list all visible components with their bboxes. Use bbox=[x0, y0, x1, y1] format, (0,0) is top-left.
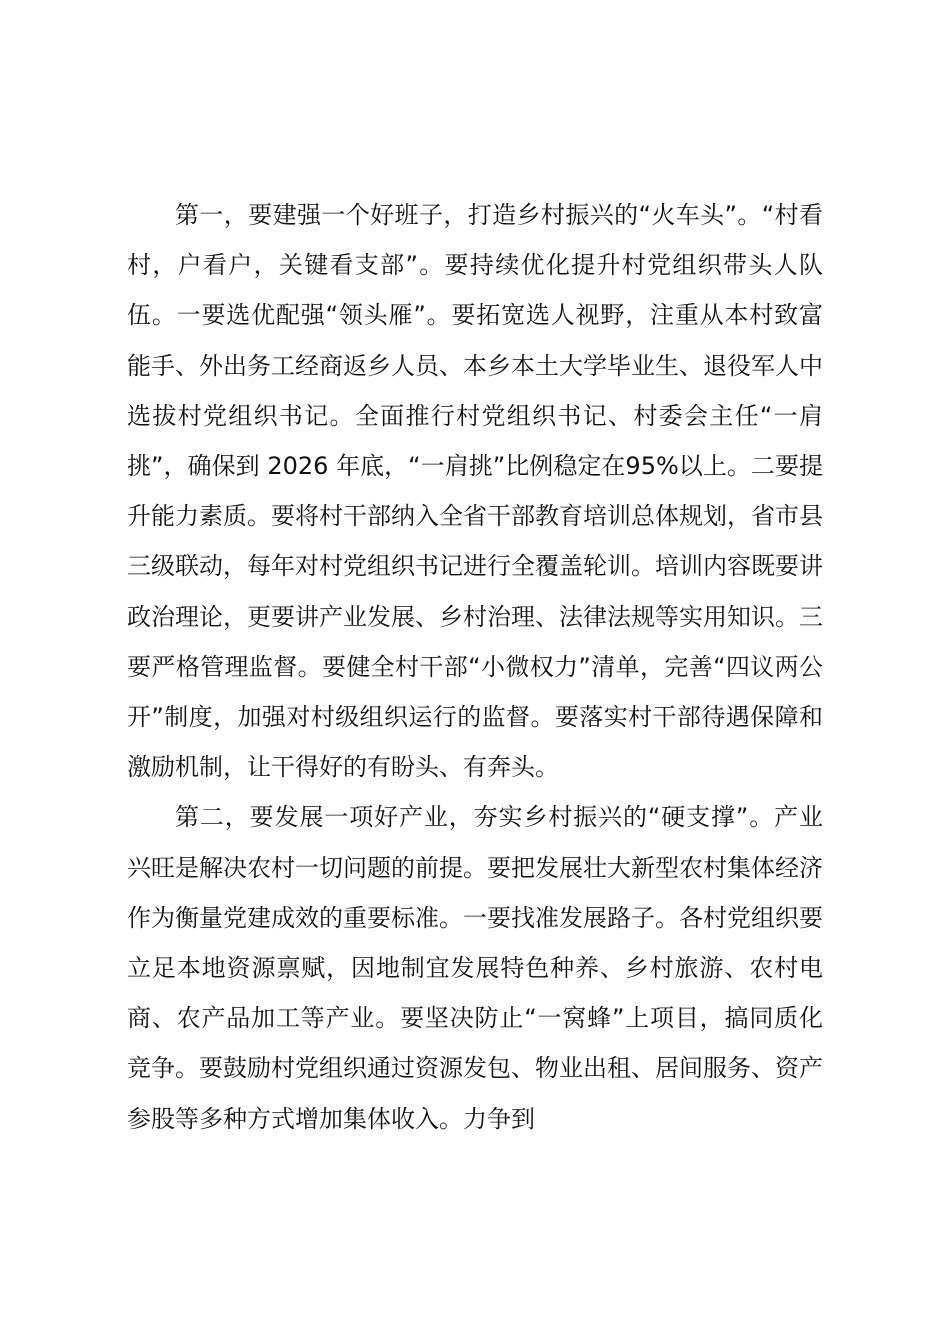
paragraph-1: 第一，要建强一个好班子，打造乡村振兴的“火车头”。“村看村，户看户，关键看支部”。要持续优化提升村党组织带头人队伍。一要选优配强“领头雁”。要拓宽选人视野，注重从本村致富能手、外出务工经商返乡人员、本乡本土大学毕业生、退役军人中选拔村党组织书记。全面推行村党组织书记、村委会主任“一肩挑”，确保到 2026 年底，“一肩挑”比例稳定在95%以上。二要提升能力素质。要将村干部纳入全省干部教育培训总体规划，省市县三级联动，每年对村党组织书记进行全覆盖轮训。培训内容既要讲政治理论，更要讲产业发展、乡村治理、法律法规等实用知识。三要严格管理监督。要健全村干部“小微权力”清单，完善“四议两公开”制度，加强对村级组织运行的监督。要落实村干部待遇保障和激励机制，让干得好的有盼头、有奔头。 bbox=[127, 201, 823, 782]
paragraph-2: 第二，要发展一项好产业，夯实乡村振兴的“硬支撑”。产业兴旺是解决农村一切问题的前提。要把发展壮大新型农村集体经济作为衡量党建成效的重要标准。一要找准发展路子。各村党组织要立足本地资源禀赋，因地制宜发展特色种养、乡村旅游、农村电商、农产品加工等产业。要坚决防止“一窝蜂”上项目，搞同质化竞争。要鼓励村党组织通过资源发包、物业出租、居间服务、资产参股等多种方式增加集体收入。力争到 bbox=[127, 803, 823, 1133]
document-body bbox=[127, 190, 823, 1144]
